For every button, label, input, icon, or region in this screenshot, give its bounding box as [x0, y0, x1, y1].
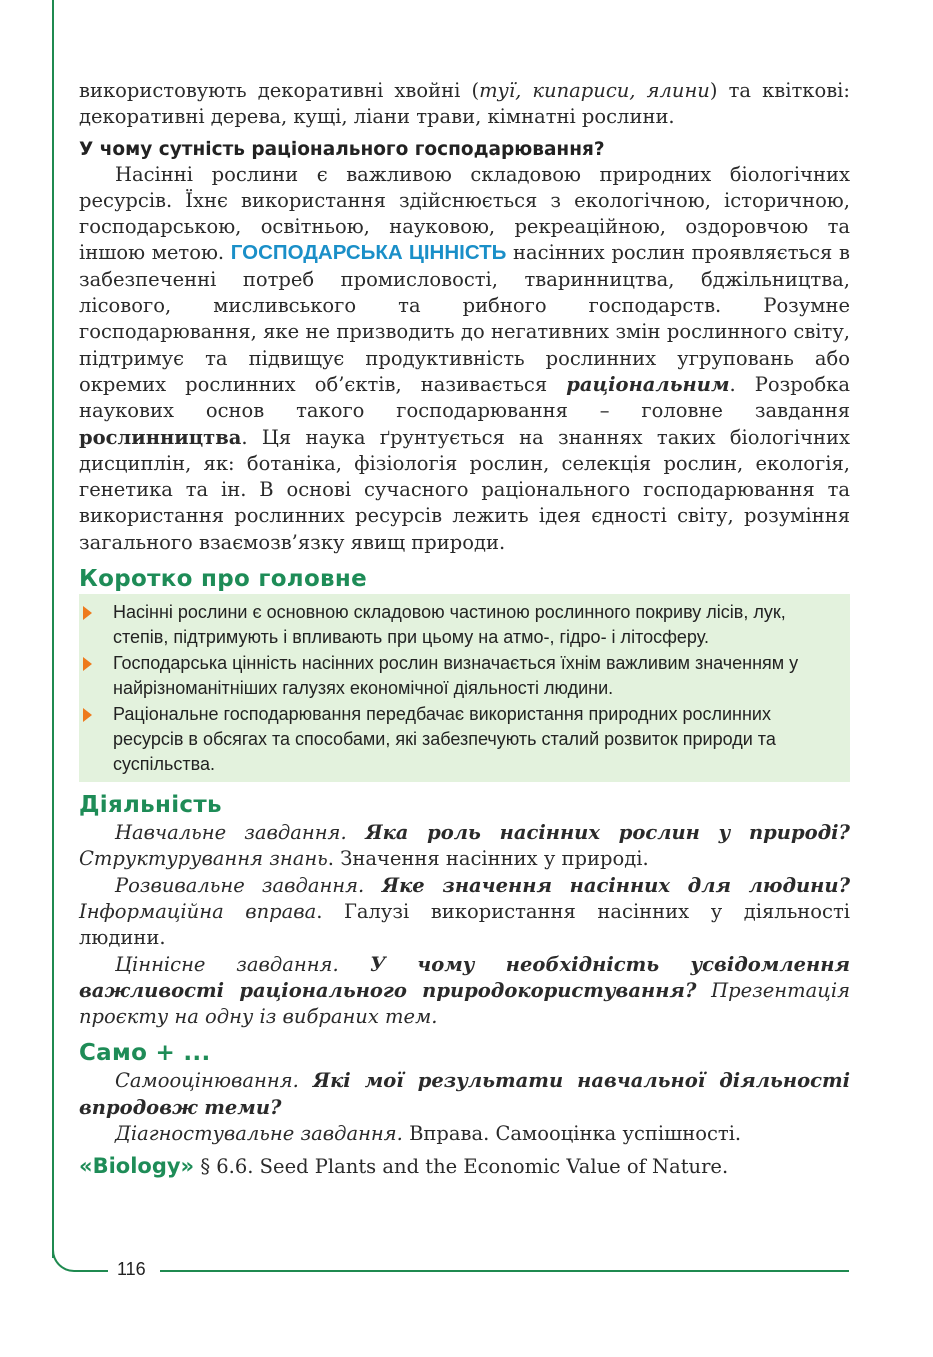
summary-item: [79, 600, 842, 650]
intro-text-2: ) та квіткові: декоративні дерева, кущі, ліани трави, кімнатні рослини.: [79, 79, 850, 129]
task-type-label: Самооцінювання.: [115, 1069, 299, 1093]
self-heading: Само + ...: [79, 1040, 211, 1067]
biology-label: «Biology»: [79, 1154, 195, 1179]
summary-item: [79, 651, 842, 701]
task-question: Які мої результати навчальної діяльності впродовж теми?: [79, 1069, 850, 1119]
activity-heading: Діяльність: [79, 792, 222, 819]
term-plant-growing: рослинництва: [79, 425, 242, 449]
intro-italic-examples: туї, кипариси, ялини: [479, 79, 710, 102]
intro-text-1: використовують декоративні хвойні (: [79, 79, 480, 102]
task-question: Яке значення насінних для людини?: [364, 873, 850, 897]
key-term-highlight: ГОСПОДАРСЬКА ЦІННІСТЬ: [230, 241, 507, 265]
biology-reference-text: § 6.6. Seed Plants and the Economic Value of Nature.: [194, 1155, 729, 1179]
task-question: Яка роль насінних рослин у природі?: [346, 821, 850, 845]
task-description: Вправа. Самооцінка успішності.: [402, 1122, 742, 1146]
main-text-3: . Розробка наукових основ такого господарювання – головне завдання: [79, 372, 851, 423]
activity-task-developing: [79, 873, 850, 952]
task-type-label: Ціннісне завдання.: [115, 952, 339, 976]
page-content: [79, 78, 850, 1181]
activity-task-values: [79, 952, 850, 1031]
diagnostic-task: [79, 1121, 850, 1147]
task-type-label: Навчальне завдання.: [115, 821, 347, 845]
main-paragraph: [79, 162, 850, 556]
task-description: . Значення насінних у природі.: [327, 847, 649, 871]
page-frame-left: [52, 0, 54, 1258]
summary-item-text: Раціональне господарювання передбачає використання природних рослинних ресурсів в обсягах та способами, які забезпечують сталий розвиток природи та суспільства.: [113, 704, 776, 775]
bullet-arrow-icon: [83, 657, 92, 671]
summary-item-text: Господарська цінність насінних рослин визначається їхнім важливим значенням у найрізноманітніших галузях економічної діяльності людини.: [113, 653, 799, 699]
bullet-arrow-icon: [83, 606, 92, 620]
summary-item: [79, 702, 842, 777]
task-type-label: Діагностувальне завдання.: [115, 1122, 403, 1146]
page-number: 116: [117, 1259, 146, 1279]
section-question: У чому сутність раціонального господарювання?: [79, 138, 605, 160]
biology-reference: [79, 1153, 850, 1180]
main-text-4: . Ця наука ґрунтується на знаннях таких біологічних дисциплін, як: ботаніка, фізіологія рослин, селекція рослин, екологія, генетика та ін. В основі сучасного раціонального господарювання та використання рослинних ресурсів лежить ідея єдності світу, розуміння загального взаємозв’язку явищ природи.: [79, 425, 850, 554]
task-method-label: Структурування знань: [79, 847, 328, 871]
summary-item-text: Насінні рослини є основною складовою частиною рослинного покриву лісів, лук, степів, підтримують і впливають при цьому на атмо-, гідро- і літосферу.: [113, 602, 786, 648]
task-description: Презентація проєкту на одну із вибраних тем.: [79, 978, 851, 1029]
page-frame-corner: [52, 1240, 108, 1272]
summary-box: [79, 594, 850, 782]
task-type-label: Розвивальне завдання.: [115, 873, 365, 897]
summary-heading: Коротко про головне: [79, 566, 367, 593]
self-assessment: [79, 1068, 850, 1121]
main-text-1: Насінні рослини є важливою складовою природних біологічних ресурсів. Їхнє використання здійснюється з екологічною, історичною, господарською, освітньою, науковою, рекреаційною, оздоровчою та іншою метою.: [79, 162, 850, 265]
main-text-2: насінних рослин проявляється в забезпеченні потреб промисловості, тваринництва, бджільництва, лісового, мисливського та рибного господарств. Розумне господарювання, яке не призводить до негативних змін рослинного світу, підтримує та підвищує продуктивність рослинних угруповань або окремих рослинних об’єктів, називається: [79, 241, 850, 396]
page-frame-bottom: [160, 1270, 849, 1272]
task-method-label: Інформаційна вправа: [79, 899, 317, 923]
bullet-arrow-icon: [83, 708, 92, 722]
activity-task-learning: [79, 820, 850, 873]
intro-paragraph: [79, 78, 850, 131]
task-description: . Галузі використання насінних у діяльності людини.: [79, 899, 850, 950]
term-rational: раціональним: [566, 372, 730, 396]
task-question: У чому необхідність усвідомлення важливості раціонального природокористування?: [79, 952, 850, 1002]
